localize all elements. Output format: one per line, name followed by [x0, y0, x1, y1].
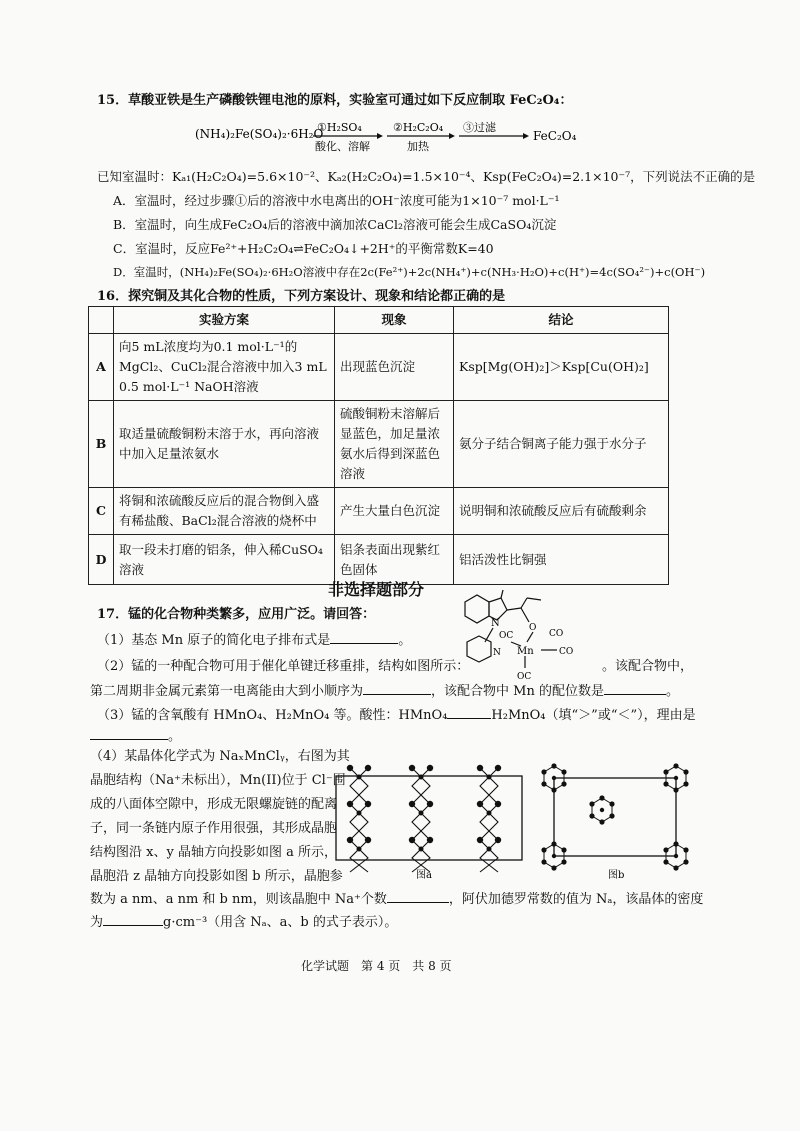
- q15-stem: 15．草酸亚铁是生产磷酸铁锂电池的原料，实验室可通过如下反应制取 FeC₂O₄：: [97, 93, 573, 108]
- q17-part2a-end: 。该配合物中，: [602, 659, 694, 674]
- experiment-table: [88, 306, 669, 585]
- structure-atom-o: O: [529, 623, 537, 633]
- manganese-complex-structure: [445, 590, 625, 690]
- q17-part4-line: （4）某晶体化学式为 NaₓMnClᵧ，右图为其: [90, 749, 350, 764]
- helix-projection: [544, 766, 686, 868]
- row-phenomenon: 硫酸铜粉末溶解后显蓝色，加足量浓氨水后得到深蓝色溶液: [335, 401, 454, 488]
- q17-part4-last: 为 g·cm⁻³（用含 Nₐ、a、b 的式子表示）。: [90, 915, 398, 930]
- row-tag: B: [89, 401, 114, 488]
- q15-option-a: A．室温时，经过步骤①后的溶液中水电离出的OH⁻浓度可能为1×10⁻⁷ mol·L⁻¹: [113, 193, 560, 208]
- structure-atom-n: N: [493, 648, 501, 658]
- row-plan: 将铜和浓硫酸反应后的混合物倒入盛有稀盐酸、BaCl₂混合溶液的烧杯中: [114, 488, 335, 535]
- q16-stem: 16．探究铜及其化合物的性质，下列方案设计、现象和结论都正确的是: [97, 289, 506, 304]
- row-plan: 向5 mL浓度均为0.1 mol·L⁻¹的MgCl₂、CuCl₂混合溶液中加入3 mL 0.5 mol·L⁻¹ NaOH溶液: [114, 334, 335, 401]
- row-phenomenon: 铝条表面出现紫红色固体: [335, 535, 454, 585]
- step1-reagent: ①H₂SO₄: [317, 121, 362, 134]
- figure-b-projection-z: [540, 762, 690, 880]
- table-header: [89, 307, 114, 334]
- q17-part4-line: 晶胞沿 z 晶轴方向投影如图 b 所示，晶胞参: [90, 869, 343, 884]
- q17-part3: （3）锰的含氧酸有 HMnO₄、H₂MnO₄ 等。酸性：HMnO₄ H₂MnO₄（填“＞”或“＜”），理由是: [97, 708, 696, 723]
- structure-atom-n: N: [491, 618, 500, 629]
- q17-stem: 17．锰的化合物种类繁多，应用广泛。请回答：: [97, 607, 376, 622]
- q17-part4-line: 子，同一条链内原子作用很强，其形成晶胞: [90, 821, 338, 836]
- section-title: 非选择题部分: [328, 580, 425, 599]
- table-header: 实验方案: [114, 307, 335, 334]
- reaction-scheme: [195, 118, 595, 154]
- row-tag: C: [89, 488, 114, 535]
- row-tag: A: [89, 334, 114, 401]
- q17-part3-answer-line: 。: [90, 728, 181, 745]
- q17-part2b: 第二周期非金属元素第一电离能由大到小顺序为 ，该配合物中 Mn 的配位数是 。: [90, 684, 679, 699]
- table-row: [89, 488, 669, 535]
- product: FeC₂O₄: [533, 129, 577, 143]
- row-tag: D: [89, 535, 114, 585]
- table-header: 结论: [454, 307, 669, 334]
- reactant: (NH₄)₂Fe(SO₄)₂·6H₂O: [195, 127, 324, 141]
- structure-ligand-co: CO: [549, 629, 564, 639]
- structure-atom-mn: Mn: [517, 646, 534, 657]
- q15-option-d: D．室温时，(NH₄)₂Fe(SO₄)₂·6H₂O溶液中存在2c(Fe²⁺)+2c(NH₄⁺)+c(NH₃·H₂O)+c(H⁺)=4c(SO₄²⁻)+c(OH⁻): [113, 265, 706, 279]
- row-phenomenon: 产生大量白色沉淀: [335, 488, 454, 535]
- table-header: 现象: [335, 307, 454, 334]
- step2-reagent: ②H₂C₂O₄: [393, 121, 444, 134]
- structure-ligand-oc: OC: [517, 672, 532, 682]
- row-plan: 取一段未打磨的铝条，伸入稀CuSO₄溶液: [114, 535, 335, 585]
- q17-part1: （1）基态 Mn 原子的简化电子排布式是 。: [97, 633, 412, 648]
- q17-part2a: （2）锰的一种配合物可用于催化单键迁移重排，结构如图所示：: [97, 659, 470, 674]
- q17-part4-line: 成的八面体空隙中，形成无限螺旋链的配离: [90, 797, 338, 812]
- figure-b-label: 图b: [608, 870, 625, 880]
- row-phenomenon: 出现蓝色沉淀: [335, 334, 454, 401]
- q17-part4-line: 结构图沿 x、y 晶轴方向投影如图 a 所示，: [90, 845, 337, 860]
- figure-a-projection-xy: [330, 762, 530, 880]
- step3-operation: ③过滤: [463, 121, 496, 134]
- step1-condition: 酸化、溶解: [315, 140, 370, 153]
- q17-part4-tail: 数为 a nm、a nm 和 b nm，则该晶胞中 Na⁺个数 ，阿伏加德罗常数的值为 Nₐ，该晶体的密度: [90, 892, 704, 907]
- page-footer: 化学试题 第 4 页 共 8 页: [301, 959, 452, 973]
- table-row: [89, 401, 669, 488]
- figure-a-label: 图a: [416, 870, 432, 880]
- step2-condition: 加热: [407, 140, 429, 153]
- row-conclusion: 说明铜和浓硫酸反应后有硫酸剩余: [454, 488, 669, 535]
- row-conclusion: 铝活泼性比铜强: [454, 535, 669, 585]
- q15-known: 已知室温时：Kₐ₁(H₂C₂O₄)=5.6×10⁻²、Kₐ₂(H₂C₂O₄)=1.5×10⁻⁴、Ksp(FeC₂O₄)=2.1×10⁻⁷，下列说法不正确的是: [97, 169, 756, 184]
- structure-ligand-oc: OC: [499, 631, 514, 641]
- q17-part4-line: 晶胞结构（Na⁺未标出），Mn(II)位于 Cl⁻围: [90, 773, 346, 788]
- row-conclusion: Ksp[Mg(OH)₂]＞Ksp[Cu(OH)₂]: [454, 334, 669, 401]
- row-conclusion: 氨分子结合铜离子能力强于水分子: [454, 401, 669, 488]
- table-row: [89, 334, 669, 401]
- q15-option-b: B．室温时，向生成FeC₂O₄后的溶液中滴加浓CaCl₂溶液可能会生成CaSO₄沉淀: [113, 217, 557, 232]
- q15-option-c: C．室温时，反应Fe²⁺+H₂C₂O₄⇌FeC₂O₄↓+2H⁺的平衡常数K=40: [113, 241, 494, 256]
- structure-ligand-co: CO: [559, 647, 574, 657]
- table-header-row: [89, 307, 669, 334]
- row-plan: 取适量硫酸铜粉末溶于水，再向溶液中加入足量浓氨水: [114, 401, 335, 488]
